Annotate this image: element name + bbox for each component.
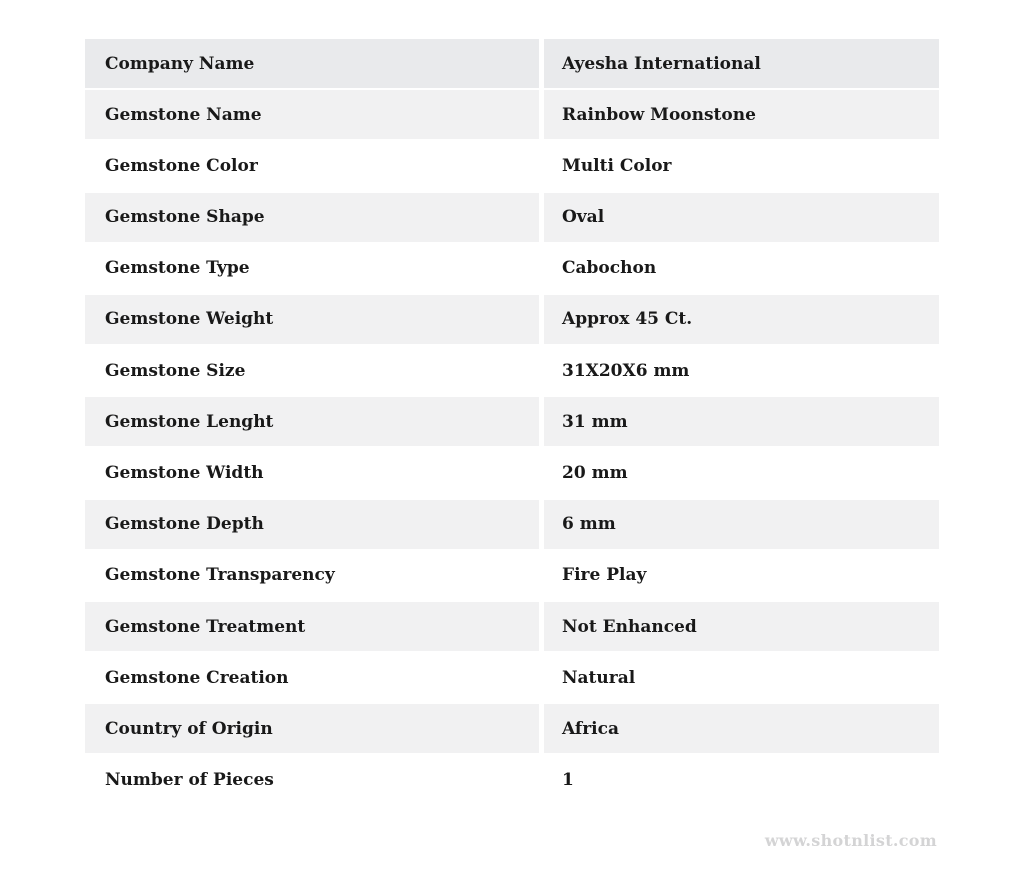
row-value: 31 mm [544,397,939,446]
row-value: Fire Play [544,551,939,600]
table-row [85,449,939,498]
row-label: Gemstone Creation [85,653,539,702]
row-label: Gemstone Color [85,141,539,190]
row-label: Gemstone Width [85,449,539,498]
row-label: Gemstone Transparency [85,551,539,600]
row-value: 6 mm [544,500,939,549]
table-row [85,397,939,446]
table-row [85,193,939,242]
row-label: Gemstone Weight [85,295,539,344]
row-label: Company Name [85,39,539,88]
row-value: Africa [544,704,939,753]
table-row [85,551,939,600]
row-value: Approx 45 Ct. [544,295,939,344]
table-row [85,346,939,395]
row-value: Multi Color [544,141,939,190]
gemstone-spec-table [85,39,939,805]
row-value: Oval [544,193,939,242]
row-label: Gemstone Lenght [85,397,539,446]
row-value: Natural [544,653,939,702]
row-value: 1 [544,756,939,805]
row-value: Rainbow Moonstone [544,90,939,139]
table-row [85,244,939,293]
row-value: Ayesha International [544,39,939,88]
row-label: Gemstone Depth [85,500,539,549]
table-row [85,704,939,753]
table-row [85,602,939,651]
row-label: Gemstone Size [85,346,539,395]
table-row [85,295,939,344]
table-row [85,90,939,139]
row-value: Cabochon [544,244,939,293]
row-label: Country of Origin [85,704,539,753]
row-value: 31X20X6 mm [544,346,939,395]
row-label: Gemstone Treatment [85,602,539,651]
row-label: Gemstone Type [85,244,539,293]
table-row [85,653,939,702]
row-label: Number of Pieces [85,756,539,805]
table-row [85,756,939,805]
watermark-text: www.shotnlist.com [764,831,937,850]
table-row [85,500,939,549]
row-value: Not Enhanced [544,602,939,651]
row-label: Gemstone Shape [85,193,539,242]
table-row [85,141,939,190]
row-label: Gemstone Name [85,90,539,139]
row-value: 20 mm [544,449,939,498]
table-row [85,39,939,88]
